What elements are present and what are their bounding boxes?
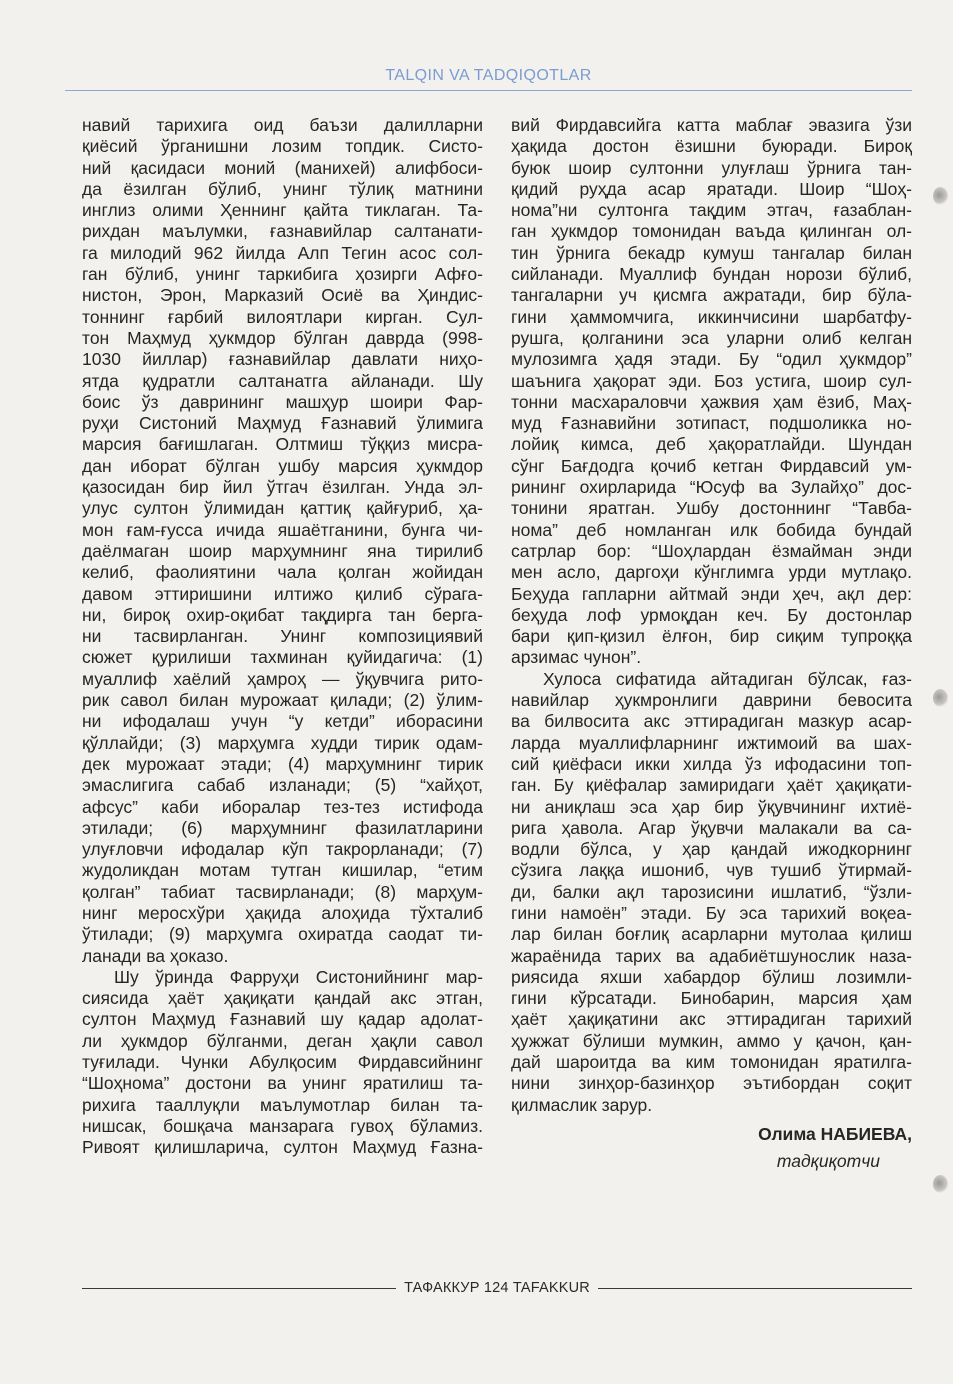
text-line: нома” деб номланган илк бобида бундай — [511, 519, 912, 540]
text-line: сюжет қурилиши тахминан қуйидагича: (1) — [82, 647, 483, 668]
text-line: ган. Бу қиёфалар замиридаги ҳаёт ҳақиқати- — [511, 775, 912, 796]
punch-hole — [933, 1175, 948, 1193]
text-line: мон ғам-ғусса ичида яшаётганини, бунга чи- — [82, 519, 483, 540]
text-line: султон Маҳмуд Ғазнавий шу қадар адолат- — [82, 1009, 483, 1030]
text-line: тоннинг ғарбий вилоятлари кирган. Сул- — [82, 306, 483, 327]
right-column — [511, 115, 912, 1116]
text-line: сий қиёфаси икки хилда ўз ифодасини топ- — [511, 753, 912, 774]
text-line: инглиз олими Ҳеннинг қайта тиклаган. Та- — [82, 200, 483, 221]
text-line: нистон, Эрон, Марказий Осиё ва Ҳиндис- — [82, 285, 483, 306]
text-line: тангаларни уч қисмга ажратади, бир бўла- — [511, 285, 912, 306]
text-line: бари қип-қизил ёлғон, бир сиқим тупроққа — [511, 626, 912, 647]
text-line: рик савол билан мурожаат қилади; (2) ўлим- — [82, 690, 483, 711]
text-line: ларда муаллифларнинг ижтимоий ва шах- — [511, 732, 912, 753]
text-line: лар билан боғлиқ асарларни мутолаа қилиш — [511, 924, 912, 945]
text-line: навий тарихига оид баъзи далилларни — [82, 115, 483, 135]
page-footer — [82, 1278, 912, 1298]
text-line: ҳужжат бўлиши мумкин, аммо у қачон, қан- — [511, 1030, 912, 1051]
text-line: руҳи Систоний Маҳмуд Ғазнавий ўлимига — [82, 413, 483, 434]
text-line: қўллайди; (3) марҳумга худди тирик одам- — [82, 732, 483, 753]
text-line: тон Маҳмуд ҳукмдор бўлган даврда (998- — [82, 327, 483, 348]
text-line: навийлар ҳукмронлиги даврини бевосита — [511, 690, 912, 711]
text-line: ни, бироқ охир-оқибат тақдирга тан берга- — [82, 604, 483, 625]
text-line: вий Фирдавсийга катта маблағ эвазига ўзи — [511, 115, 912, 135]
text-line: Беҳуда гапларни айтмай энди ҳеч, ақл дер: — [511, 583, 912, 604]
text-line: ган бўлиб, унинг таркибига ҳозирги Афғо- — [82, 264, 483, 285]
text-line: гини кўрсатади. Бинобарин, марсия ҳам — [511, 988, 912, 1009]
text-line: тин ўрнига бекадр кумуш тангалар билан — [511, 242, 912, 263]
text-line: марсия бағишлаган. Олтмиш тўққиз мисра- — [82, 434, 483, 455]
text-line: нини зинҳор-базинҳор эътибордан соқит — [511, 1073, 912, 1094]
text-line: беҳуда лоф урмоқдан кеч. Бу достонлар — [511, 604, 912, 625]
text-line: нома”ни султонга тақдим этгач, ғазаблан- — [511, 200, 912, 221]
text-line: рининг охирларида “Юсуф ва Зулайҳо” дос- — [511, 477, 912, 498]
text-line: мен асло, даргоҳи кўнглимга урди мутлақо. — [511, 562, 912, 583]
text-line: ятда қудратли салтанатга айланади. Шу — [82, 370, 483, 391]
text-line: сўзига лаққа ишониб, чув тушиб ўтирмай- — [511, 860, 912, 881]
text-line: рушга, қолганини эса уларни олиб келган — [511, 327, 912, 348]
left-column — [82, 115, 483, 1159]
text-line: нинг меросхўри ҳақида алоҳида тўхталиб — [82, 902, 483, 923]
text-line: жудоликдан мотам тутган кишилар, “етим — [82, 860, 483, 881]
text-line: қазосидан бир йил ўтгач ёзилган. Унда эл- — [82, 477, 483, 498]
text-line: қидий руҳда асар яратади. Шоир “Шоҳ- — [511, 178, 912, 199]
punch-hole — [933, 187, 948, 205]
text-line: рига ҳавола. Агар ўқувчи малакали ва са- — [511, 817, 912, 838]
text-line: боис ўз даврининг машҳур шоири Фар- — [82, 391, 483, 412]
text-line: ланади ва ҳоказо. — [82, 945, 229, 966]
text-line: ни ифодалаш учун “у кетди” иборасини — [82, 711, 483, 732]
text-line: дек мурожаат этади; (4) марҳумнинг тирик — [82, 753, 483, 774]
text-line: ҳақида достон ёзишни буюради. Бироқ — [511, 136, 912, 157]
text-line: рихига тааллуқли маълумотлар билан та- — [82, 1094, 483, 1115]
text-line: ний қасидаси моний (манихей) алифбоси- — [82, 157, 483, 178]
text-line: ган ҳукмдор томонидан ваъда қилинган ол- — [511, 221, 912, 242]
text-line: буюк шоир султонни улуғлаш ўрнига тан- — [511, 157, 912, 178]
text-line: афсус” каби иборалар тез-тез истифода — [82, 796, 483, 817]
text-line: ҳаёт ҳақиқатини акс эттирадиган тарихий — [511, 1009, 912, 1030]
text-line: жараёнида тарих ва адабиётшунослик наза- — [511, 945, 912, 966]
text-line: тонни масхараловчи ҳажвия ҳам ёзиб, Маҳ- — [511, 391, 912, 412]
text-line: гини намоён” этади. Бу эса тарихий воқеа- — [511, 902, 912, 923]
text-line: эмаслигига сабаб изланади; (5) “хайҳот, — [82, 775, 483, 796]
text-line: нишсак, бошқача манзарага гувоҳ бўламиз. — [82, 1115, 483, 1136]
author-name: Олима НАБИЕВА, — [758, 1124, 912, 1144]
text-line: “Шоҳнома” достони ва унинг яратилиш та- — [82, 1073, 483, 1094]
text-line: даёлмаган шоир марҳумнинг яна тирилиб — [82, 540, 483, 561]
text-line: ўтилади; (9) марҳумга охиратда саодат ти- — [82, 924, 483, 945]
text-line: муд Ғазнавийни зотипаст, подшоликка но- — [511, 413, 912, 434]
text-line: келиб, фаолиятини чала қолган жойидан — [82, 562, 483, 583]
text-line: водли бўлса, у ҳар қандай ижодкорнинг — [511, 839, 912, 860]
footer-rule-left — [82, 1288, 396, 1289]
text-line: ни аниқлаш эса ҳар бир ўқувчининг ихтиё- — [511, 796, 912, 817]
text-line: тонини яратган. Ушбу достоннинг “Тавба- — [511, 498, 912, 519]
text-line: риясида яхши хабардор бўлиш лозимли- — [511, 966, 912, 987]
text-line: муаллиф хаёлий ҳамроҳ — ўқувчига рито- — [82, 668, 483, 689]
footer-page-label: ТАФАККУР 124 TAFAKKUR — [404, 1280, 590, 1296]
text-line: қилмаслик зарур. — [511, 1094, 653, 1115]
text-line: сийланади. Муаллиф бундан норози бўлиб, — [511, 264, 912, 285]
text-line: дай шароитда ва ким томонидан яратилга- — [511, 1052, 912, 1073]
text-line: сиясида ҳаёт ҳақиқати қандай акс этган, — [82, 988, 483, 1009]
text-line: Хулоса сифатида айтадиган бўлсак, ғаз- — [543, 668, 912, 689]
text-line: шаънига ҳақорат эди. Боз устига, шоир сул- — [511, 370, 912, 391]
text-line: арзимас чунон”. — [511, 647, 642, 668]
text-line: сатрлар бор: “Шоҳлардан ёзмайман энди — [511, 540, 912, 561]
text-line: улус султон ўлимидан қаттиқ қайғуриб, ҳа- — [82, 498, 483, 519]
text-line: давом эттиришини илтижо қилиб сўрага- — [82, 583, 483, 604]
text-line: ди, балки ақл тарозисини ишлатиб, “ўзли- — [511, 881, 912, 902]
text-line: рихдан маълумки, ғазнавийлар салтанати- — [82, 221, 483, 242]
text-line: гини ҳаммомчига, иккинчисини шарбатфу- — [511, 306, 912, 327]
text-line: дан иборат бўлган ушбу марсия ҳукмдор — [82, 455, 483, 476]
text-line: лойиқ кимса, деб ҳақоратлайди. Шундан — [511, 434, 912, 455]
text-line: улуғловчи ифодалар кўп такрорланади; (7) — [82, 839, 483, 860]
section-title: TALQIN VA TADQIQOTLAR — [385, 67, 592, 84]
text-line: мулозимга ҳадя этади. Бу “одил ҳукмдор” — [511, 349, 912, 370]
text-line: га милодий 962 йилда Алп Тегин асос сол- — [82, 242, 483, 263]
text-line: туғилади. Чунки Абулқосим Фирдавсийнинг — [82, 1052, 483, 1073]
text-line: этилади; (6) марҳумнинг фазилатларини — [82, 817, 483, 838]
footer-rule-right — [598, 1288, 912, 1289]
running-header — [65, 64, 912, 91]
text-line: қолган” табиат тасвирланади; (8) марҳум- — [82, 881, 483, 902]
text-line: Ривоят қилишларича, султон Маҳмуд Ғазна- — [82, 1137, 483, 1158]
text-line: да ёзилган бўлиб, унинг тўлиқ матнини — [82, 178, 483, 199]
punch-hole — [933, 689, 948, 707]
text-line: қиёсий ўрганишни лозим топдик. Систо- — [82, 136, 483, 157]
text-line: Шу ўринда Фарруҳи Систонийнинг мар- — [114, 966, 483, 987]
text-line: ли ҳукмдор бўлганми, деган ҳақли савол — [82, 1030, 483, 1051]
author-title: тадқиқотчи — [776, 1151, 880, 1171]
text-line: ни тасвирланган. Унинг композициявий — [82, 626, 483, 647]
text-line: ва билвосита акс эттирадиган мазкур асар- — [511, 711, 912, 732]
text-line: 1030 йиллар) ғазнавийлар давлати ниҳо- — [82, 349, 483, 370]
text-line: сўнг Бағдодга қочиб кетган Фирдавсий ум- — [511, 455, 912, 476]
